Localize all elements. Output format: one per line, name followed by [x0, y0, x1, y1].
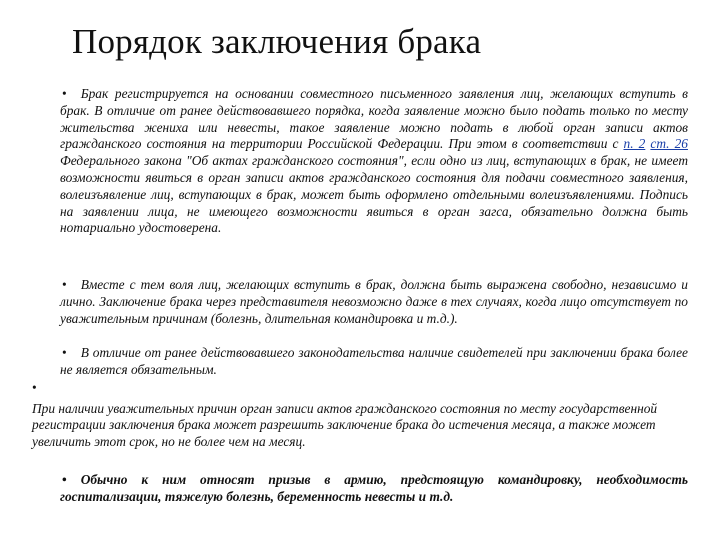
law-article-link[interactable]: ст. 26 [650, 136, 688, 152]
paragraph-valid-reasons [60, 471, 688, 505]
paragraph-registration [60, 86, 688, 237]
bullet: • [62, 472, 67, 487]
paragraph-text: Брак регистрируется на основании совместного письменного заявления лиц, желающих вступить в брак. В отличие от ранее действовавшего порядка, когда заявление можно было подать только по месту жительства жениха или невесты, такое заявление можно подать в любой орган записи актов гражданского состояния на территории Российской Федерации. При этом в соответствии с [60, 86, 688, 152]
paragraph-witnesses [60, 345, 688, 379]
paragraph-term-reduction: При наличии уважительных причин орган записи актов гражданского состояния по месту государственной регистрации заключения брака может разрешить заключение брака до истечения месяца, а также может увеличить этот срок, но не более чем на месяц. [32, 401, 658, 449]
bullet: • [62, 345, 67, 360]
slide-title: Порядок заключения брака [72, 22, 482, 61]
law-point-link[interactable]: п. 2 [623, 136, 646, 152]
paragraph-text: Федерального закона "Об актах гражданского состояния", если одно из лиц, вступающих в брак, не имеет возможности явиться в орган записи актов гражданского состояния для подачи совместного заявления, волеизъявление лиц, вступающих в брак, может быть оформлено отдельными волеизъявлениями. Подпись на заявлении лица, не имеющего возможности явиться в орган загса, обязательно должна быть нотариально удостоверена. [60, 153, 688, 236]
paragraph-text: В отличие от ранее действовавшего законодательства наличие свидетелей при заключении брака более не является обязательным. [60, 345, 688, 377]
paragraph-free-will [60, 277, 688, 327]
paragraph-text: Обычно к ним относят призыв в армию, предстоящую командировку, необходимость госпитализации, тяжелую болезнь, беременность невесты и т.д. [60, 472, 688, 504]
paragraph-text: Вместе с тем воля лиц, желающих вступить в брак, должна быть выражена свободно, независимо и лично. Заключение брака через представителя невозможно даже в тех случаях, когда лицо отсутствует по уважительным причинам (болезнь, длительная командировка и т.д.). [60, 277, 688, 326]
bullet: • [32, 380, 37, 395]
bullet: • [62, 86, 67, 101]
bullet: • [62, 277, 67, 292]
